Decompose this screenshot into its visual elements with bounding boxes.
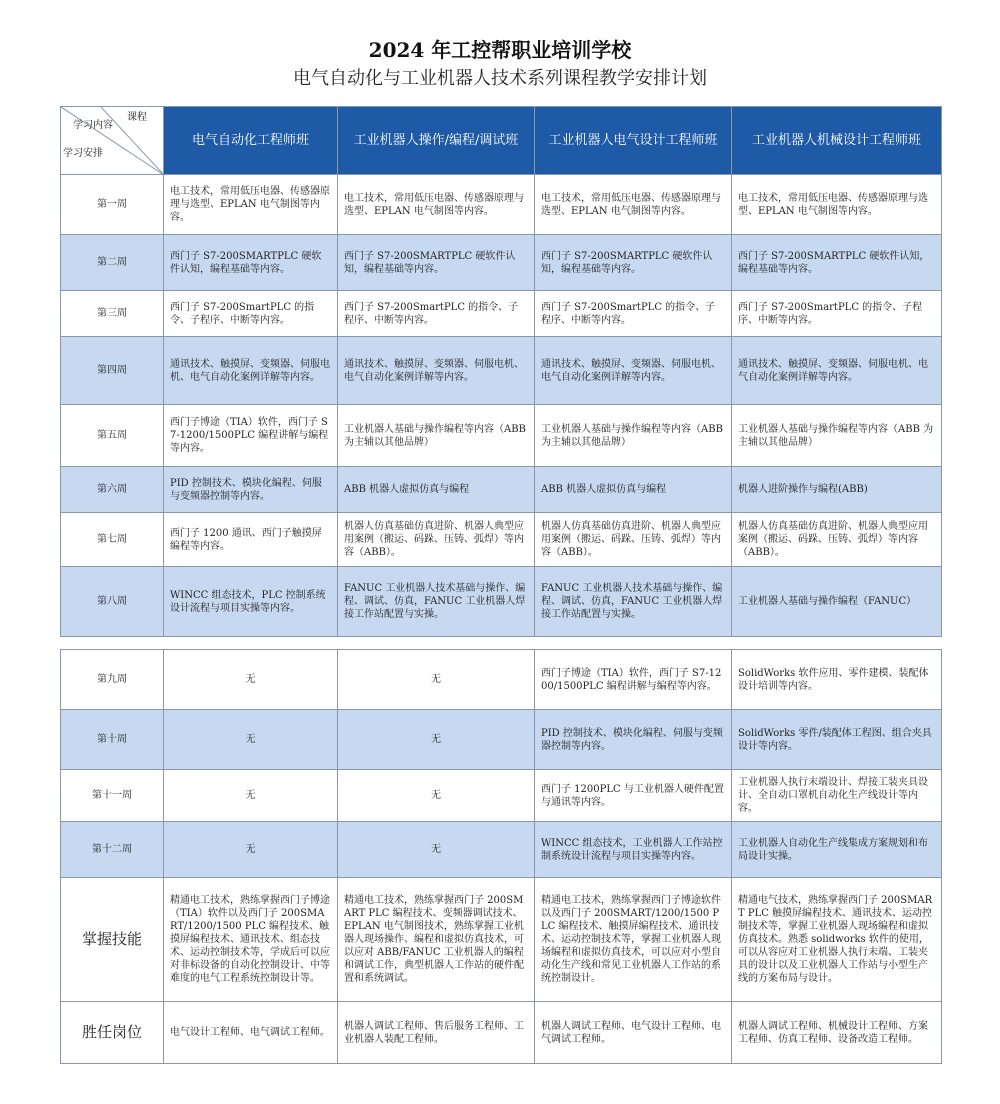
table-cell: 无 bbox=[338, 770, 535, 822]
column-header: 工业机器人操作/编程/调试班 bbox=[338, 107, 535, 175]
table-cell: 西门子 S7-200SmartPLC 的指令、子程序、中断等内容。 bbox=[732, 291, 942, 337]
table-cell: WINCC 组态技术，PLC 控制系统设计流程与项目实操等内容。 bbox=[164, 567, 338, 637]
row-label-positions: 胜任岗位 bbox=[61, 1002, 164, 1064]
table-cell: 电工技术，常用低压电器、传感器原理与选型、EPLAN 电气制图等内容。 bbox=[164, 175, 338, 235]
table-cell: 电工技术，常用低压电器、传感器原理与选型、EPLAN 电气制图等内容。 bbox=[732, 175, 942, 235]
table-cell: 无 bbox=[164, 822, 338, 878]
table-cell: 无 bbox=[338, 650, 535, 710]
row-label-skills: 掌握技能 bbox=[61, 878, 164, 1002]
table-cell: 通讯技术、触摸屏、变频器、伺服电机、电气自动化案例详解等内容。 bbox=[732, 337, 942, 405]
table-cell: ABB 机器人虚拟仿真与编程 bbox=[338, 467, 535, 513]
table-cell: 工业机器人基础与操作编程等内容（ABB 为主辅以其他品牌） bbox=[535, 405, 732, 467]
week-label: 第十一周 bbox=[61, 770, 164, 822]
table-cell: 西门子博途（TIA）软件，西门子 S7-1200/1500PLC 编程讲解与编程等内容。 bbox=[535, 650, 732, 710]
corner-label-arrange: 学习安排 bbox=[63, 148, 103, 159]
table-row bbox=[61, 822, 942, 878]
table-cell: 机器人调试工程师、电气设计工程师、电气调试工程师。 bbox=[535, 1002, 732, 1064]
table-row bbox=[61, 291, 942, 337]
table-cell: 机器人仿真基础仿真进阶、机器人典型应用案例（搬运、码跺、压铸、弧焊）等内容（ABB）。 bbox=[732, 513, 942, 567]
week-label: 第三周 bbox=[61, 291, 164, 337]
corner-label-course: 课程 bbox=[127, 112, 147, 123]
table-cell: 机器人仿真基础仿真进阶、机器人典型应用案例（搬运、码跺、压铸、弧焊）等内容（ABB）。 bbox=[535, 513, 732, 567]
page-subtitle: 电气自动化与工业机器人技术系列课程教学安排计划 bbox=[293, 68, 707, 89]
week-label: 第十二周 bbox=[61, 822, 164, 878]
table-row bbox=[61, 710, 942, 770]
table-cell: 工业机器人基础与操作编程（FANUC） bbox=[732, 567, 942, 637]
table-cell: 精通电工技术，熟练掌握西门子博途（TIA）软件以及西门子 200SMART/1200/1500 PLC 编程技术、触摸屏编程技术、通讯技术、组态技术、运动控制技术等，学成后可以应对非标设备的自动化控制设计、中等难度的电气工程系统控制设计等。 bbox=[164, 878, 338, 1002]
table-row bbox=[61, 175, 942, 235]
page-title: 2024 年工控帮职业培训学校 bbox=[368, 38, 632, 62]
table-cell: 西门子 S7-200SMARTPLC 硬软件认知，编程基础等内容。 bbox=[535, 235, 732, 291]
table-row bbox=[61, 405, 942, 467]
schedule-table-part2 bbox=[60, 649, 942, 1064]
table-cell: 工业机器人自动化生产线集成方案规划和布局设计实操。 bbox=[732, 822, 942, 878]
table-cell: 通讯技术、触摸屏、变频器、伺服电机、电气自动化案例详解等内容。 bbox=[535, 337, 732, 405]
table-cell: 电气设计工程师、电气调试工程师。 bbox=[164, 1002, 338, 1064]
table-cell: 机器人进阶操作与编程(ABB) bbox=[732, 467, 942, 513]
table-cell: 机器人调试工程师、机械设计工程师、方案工程师、仿真工程师、设备改造工程师。 bbox=[732, 1002, 942, 1064]
week-label: 第九周 bbox=[61, 650, 164, 710]
week-label: 第七周 bbox=[61, 513, 164, 567]
table-cell: 无 bbox=[164, 710, 338, 770]
table-cell: 工业机器人基础与操作编程等内容（ABB 为主辅以其他品牌） bbox=[338, 405, 535, 467]
week-label: 第四周 bbox=[61, 337, 164, 405]
week-label: 第二周 bbox=[61, 235, 164, 291]
table-cell: 西门子 1200PLC 与工业机器人硬件配置与通讯等内容。 bbox=[535, 770, 732, 822]
week-label: 第六周 bbox=[61, 467, 164, 513]
table-cell: PID 控制技术、模块化编程、伺服与变频器控制等内容。 bbox=[535, 710, 732, 770]
table-header-row bbox=[61, 107, 942, 175]
table-cell: 西门子 S7-200SMARTPLC 硬软件认知，编程基础等内容。 bbox=[338, 235, 535, 291]
table-cell: 无 bbox=[338, 710, 535, 770]
table-cell: 精通电工技术，熟练掌握西门子博途软件以及西门子 200SMART/1200/1500 PLC 编程技术、触摸屏编程技术、通讯技术、运动控制技术等，掌握工业机器人现场编程和虚拟仿真技术，可以应对小型自动化生产线和常见工业机器人工作站的系统控制设计。 bbox=[535, 878, 732, 1002]
table-row bbox=[61, 878, 942, 1002]
week-label: 第十周 bbox=[61, 710, 164, 770]
table-cell: 西门子 1200 通讯、西门子触摸屏编程等内容。 bbox=[164, 513, 338, 567]
table-cell: 工业机器人基础与操作编程等内容（ABB 为主辅以其他品牌） bbox=[732, 405, 942, 467]
table-cell: 机器人仿真基础仿真进阶、机器人典型应用案例（搬运、码跺、压铸、弧焊）等内容（ABB）。 bbox=[338, 513, 535, 567]
table-cell: 工业机器人执行末端设计、焊接工装夹具设计、全自动口罩机自动化生产线设计等内容。 bbox=[732, 770, 942, 822]
table-row bbox=[61, 337, 942, 405]
table-cell: 机器人调试工程师、售后服务工程师、工业机器人装配工程师。 bbox=[338, 1002, 535, 1064]
column-header: 工业机器人机械设计工程师班 bbox=[732, 107, 942, 175]
table-cell: 西门子 S7-200SmartPLC 的指令、子程序、中断等内容。 bbox=[535, 291, 732, 337]
table-row bbox=[61, 567, 942, 637]
table-row bbox=[61, 650, 942, 710]
table-cell: 西门子 S7-200SmartPLC 的指令、子程序、中断等内容。 bbox=[164, 291, 338, 337]
table-cell: 精通电气技术，熟练掌握西门子 200SMART PLC 触摸屏编程技术、通讯技术、运动控制技术等，掌握工业机器人现场编程和虚拟仿真技术。熟悉 solidworks 软件的使用，可以从容应对工业机器人执行末端、工装夹具的设计以及工业机器人工作站与小型生产线的方案布局与设计。 bbox=[732, 878, 942, 1002]
table-cell: 电工技术，常用低压电器、传感器原理与选型、EPLAN 电气制图等内容。 bbox=[338, 175, 535, 235]
table-row bbox=[61, 770, 942, 822]
table-cell: 精通电工技术，熟练掌握西门子 200SMART PLC 编程技术、变频器调试技术、EPLAN 电气制图技术，熟练掌握工业机器人现场操作、编程和虚拟仿真技术，可以应对 ABB/FANUC 工业机器人的编程和调试工作，典型机器人工作站的硬件配置和系统调试。 bbox=[338, 878, 535, 1002]
table-cell: 西门子 S7-200SMARTPLC 硬软件认知，编程基础等内容。 bbox=[164, 235, 338, 291]
week-label: 第八周 bbox=[61, 567, 164, 637]
table-cell: 通讯技术、触摸屏、变频器、伺服电机、电气自动化案例详解等内容。 bbox=[338, 337, 535, 405]
column-header: 电气自动化工程师班 bbox=[164, 107, 338, 175]
table-cell: 无 bbox=[164, 770, 338, 822]
table-cell: FANUC 工业机器人技术基础与操作、编程、调试、仿真，FANUC 工业机器人焊接工作站配置与实操。 bbox=[535, 567, 732, 637]
schedule-table-part1 bbox=[60, 106, 942, 637]
table-cell: 西门子博途（TIA）软件，西门子 S7-1200/1500PLC 编程讲解与编程等内容。 bbox=[164, 405, 338, 467]
corner-label-content: 学习内容 bbox=[73, 120, 113, 131]
week-label: 第一周 bbox=[61, 175, 164, 235]
column-header: 工业机器人电气设计工程师班 bbox=[535, 107, 732, 175]
table-cell: 通讯技术、触摸屏、变频器、伺服电机、电气自动化案例详解等内容。 bbox=[164, 337, 338, 405]
table-row bbox=[61, 467, 942, 513]
table-cell: 无 bbox=[164, 650, 338, 710]
table-cell: SolidWorks 零件/装配体工程图、组合夹具设计等内容。 bbox=[732, 710, 942, 770]
week-label: 第五周 bbox=[61, 405, 164, 467]
table-cell: WINCC 组态技术，工业机器人工作站控制系统设计流程与项目实操等内容。 bbox=[535, 822, 732, 878]
table-cell: 无 bbox=[338, 822, 535, 878]
table-row bbox=[61, 1002, 942, 1064]
table-cell: 西门子 S7-200SmartPLC 的指令、子程序、中断等内容。 bbox=[338, 291, 535, 337]
table-cell: ABB 机器人虚拟仿真与编程 bbox=[535, 467, 732, 513]
table-cell: 电工技术，常用低压电器、传感器原理与选型、EPLAN 电气制图等内容。 bbox=[535, 175, 732, 235]
table-cell: FANUC 工业机器人技术基础与操作、编程、调试、仿真，FANUC 工业机器人焊接工作站配置与实操。 bbox=[338, 567, 535, 637]
corner-diagonal-lines bbox=[61, 107, 164, 175]
table-row bbox=[61, 235, 942, 291]
table-cell: PID 控制技术、模块化编程、伺服与变频器控制等内容。 bbox=[164, 467, 338, 513]
table-row bbox=[61, 513, 942, 567]
table-cell: 西门子 S7-200SMARTPLC 硬软件认知，编程基础等内容。 bbox=[732, 235, 942, 291]
table-corner-cell bbox=[61, 107, 164, 175]
table-cell: SolidWorks 软件应用、零件建模、装配体设计培训等内容。 bbox=[732, 650, 942, 710]
